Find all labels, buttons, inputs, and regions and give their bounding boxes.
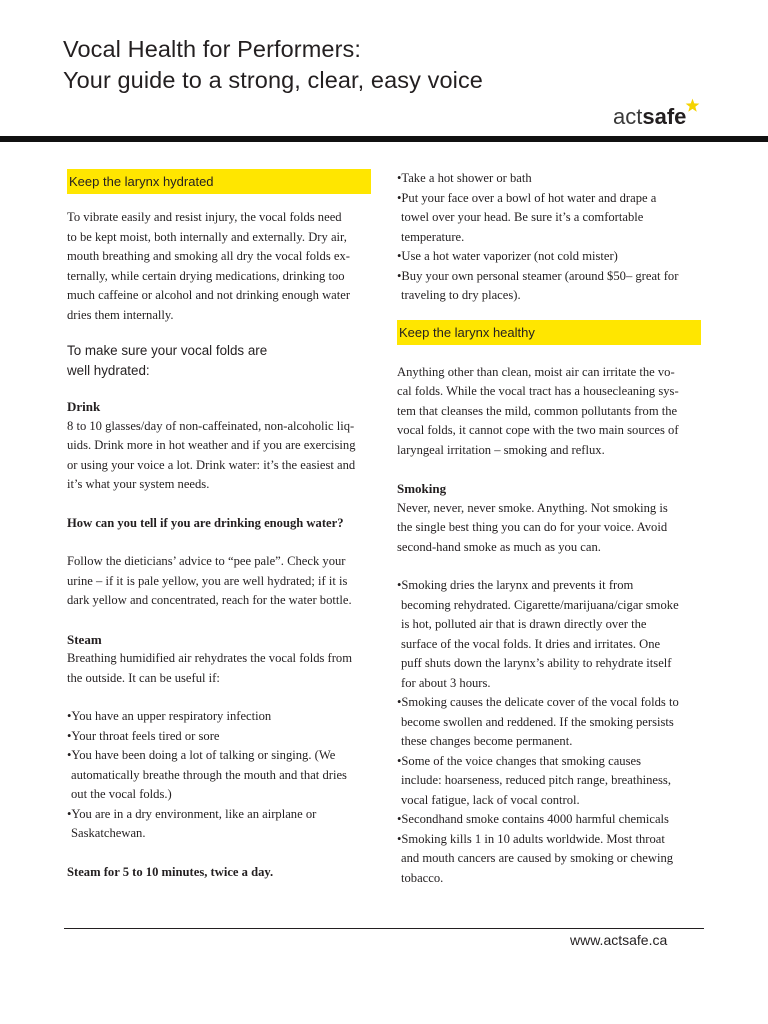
page-title bbox=[63, 34, 483, 96]
text-line: dries them internally. bbox=[67, 307, 174, 322]
water-question: How can you tell if you are drinking enough water? bbox=[67, 515, 344, 530]
steam-bullet-list bbox=[67, 707, 373, 844]
healthy-intro bbox=[397, 363, 703, 461]
list-item: towel over your head. Be sure it’s a comfortable bbox=[401, 210, 644, 224]
text-line: dark yellow and concentrated, reach for the water bottle. bbox=[67, 593, 352, 607]
list-item: automatically breathe through the mouth and that dries bbox=[71, 767, 347, 782]
text-line: to be kept moist, both internally and externally. Dry air, bbox=[67, 229, 347, 244]
text-line: much caffeine or alcohol and not drinking enough water bbox=[67, 288, 351, 302]
list-item: •Your throat feels tired or sore bbox=[67, 728, 220, 743]
title-line-2: Your guide to a strong, clear, easy voice bbox=[63, 67, 483, 93]
text-line: Anything other than clean, moist air can irritate the vo- bbox=[397, 364, 675, 379]
list-item: is hot, polluted air that is drawn directly over the bbox=[401, 617, 647, 631]
list-item: •Smoking kills 1 in 10 adults worldwide. Most throat bbox=[397, 831, 665, 846]
list-item: Saskatchewan. bbox=[71, 826, 146, 840]
drink-heading: Drink bbox=[67, 399, 101, 414]
website-link[interactable]: www.actsafe.ca bbox=[570, 932, 668, 948]
smoking-heading: Smoking bbox=[397, 481, 447, 496]
list-item: •Use a hot water vaporizer (not cold mister) bbox=[397, 249, 618, 263]
list-item: vocal fatigue, lack of vocal control. bbox=[401, 792, 580, 807]
text-line: vocal folds, it cannot cope with the two main sources of bbox=[397, 423, 679, 437]
list-item: temperature. bbox=[401, 229, 465, 244]
steam-heading: Steam bbox=[67, 631, 102, 647]
text-line: urine – if it is pale yellow, you are well hydrated; if it is bbox=[67, 573, 348, 588]
text-line: second-hand smoke as much as you can. bbox=[397, 539, 601, 554]
list-item: puff shuts down the larynx’s ability to rehydrate itself bbox=[401, 656, 672, 670]
logo-light-text: act bbox=[613, 104, 643, 129]
list-item: •You have been doing a lot of talking or singing. (We bbox=[67, 748, 336, 762]
drink-paragraph bbox=[67, 417, 373, 495]
list-item: •Smoking dries the larynx and prevents it from bbox=[397, 578, 634, 592]
list-item: become swollen and reddened. If the smoking persists bbox=[401, 714, 674, 729]
list-item: •You are in a dry environment, like an airplane or bbox=[67, 806, 317, 821]
text-line: Follow the dieticians’ advice to “pee pale”. Check your bbox=[67, 554, 346, 568]
footer-rule bbox=[64, 928, 704, 929]
text-line: uids. Drink more in hot weather and if you are exercising bbox=[67, 438, 356, 452]
hydration-intro bbox=[67, 208, 373, 325]
right-column bbox=[397, 169, 703, 888]
list-item: •Smoking causes the delicate cover of the vocal folds to bbox=[397, 695, 679, 709]
text-line: 8 to 10 glasses/day of non-caffeinated, non-alcoholic liq- bbox=[67, 418, 355, 433]
list-item: tobacco. bbox=[401, 870, 444, 885]
text-line: ternally, while certain drying medications, drinking too bbox=[67, 268, 345, 283]
list-item: surface of the vocal folds. It dries and irritates. One bbox=[401, 636, 661, 651]
text-line: Never, never, never smoke. Anything. Not smoking is bbox=[397, 500, 668, 515]
text-line: laryngeal irritation – smoking and reflux. bbox=[397, 442, 605, 457]
list-item: •You have an upper respiratory infection bbox=[67, 709, 272, 723]
section-band-healthy: Keep the larynx healthy bbox=[397, 320, 701, 345]
hydration-subhead bbox=[67, 341, 373, 381]
text-line: or using your voice a lot. Drink water: it’s the easiest and bbox=[67, 457, 356, 472]
steam-note: Steam for 5 to 10 minutes, twice a day. bbox=[67, 864, 274, 879]
text-line: the outside. It can be useful if: bbox=[67, 670, 220, 685]
list-item: •Some of the voice changes that smoking causes bbox=[397, 753, 641, 768]
smoking-bullet-list bbox=[397, 576, 703, 888]
left-column bbox=[67, 169, 373, 882]
header-rule bbox=[0, 136, 768, 142]
list-item: include: hoarseness, reduced pitch range, breathiness, bbox=[401, 773, 671, 787]
text-line: mouth breathing and smoking all dry the vocal folds ex- bbox=[67, 249, 350, 263]
list-item: out the vocal folds.) bbox=[71, 787, 172, 801]
list-item: •Put your face over a bowl of hot water and drape a bbox=[397, 190, 657, 205]
list-item: these changes become permanent. bbox=[401, 734, 573, 748]
text-line: Breathing humidified air rehydrates the vocal folds from bbox=[67, 651, 353, 665]
text-line: it’s what your system needs. bbox=[67, 477, 210, 491]
text-line: well hydrated: bbox=[67, 363, 150, 378]
list-item: •Buy your own personal steamer (around $50– great for bbox=[397, 268, 679, 283]
logo-bold-text: safe bbox=[642, 104, 687, 129]
list-item: for about 3 hours. bbox=[401, 675, 491, 690]
steam-methods-list bbox=[397, 169, 703, 306]
list-item: •Secondhand smoke contains 4000 harmful chemicals bbox=[397, 812, 669, 826]
smoking-paragraph bbox=[397, 499, 703, 558]
list-item: •Take a hot shower or bath bbox=[397, 171, 532, 185]
section-band-hydrated: Keep the larynx hydrated bbox=[67, 169, 371, 194]
text-line: tem that cleanses the mild, common pollutants from the bbox=[397, 403, 678, 418]
text-line: To vibrate easily and resist injury, the vocal folds need bbox=[67, 210, 342, 224]
actsafe-logo bbox=[613, 104, 686, 130]
list-item: becoming rehydrated. Cigarette/marijuana/cigar smoke bbox=[401, 597, 679, 612]
text-line: cal folds. While the vocal tract has a housecleaning sys- bbox=[397, 384, 679, 398]
steam-paragraph bbox=[67, 649, 373, 688]
title-line-1: Vocal Health for Performers: bbox=[63, 36, 361, 62]
list-item: and mouth cancers are caused by smoking or chewing bbox=[401, 851, 674, 865]
text-line: the single best thing you can do for your voice. Avoid bbox=[397, 520, 668, 534]
text-line: To make sure your vocal folds are bbox=[67, 343, 268, 358]
list-item: traveling to dry places). bbox=[401, 288, 521, 302]
star-icon bbox=[685, 98, 700, 113]
water-answer bbox=[67, 552, 373, 611]
